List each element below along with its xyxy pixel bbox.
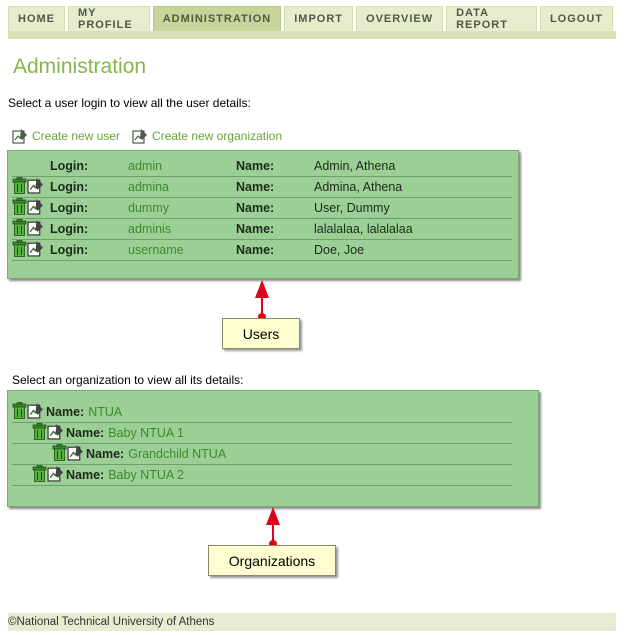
organization-row: [12, 465, 512, 486]
edit-icon[interactable]: [27, 198, 44, 218]
trash-icon[interactable]: [12, 219, 27, 239]
user-name-value: Admin, Athena: [314, 159, 396, 173]
create-user-link[interactable]: [12, 128, 120, 144]
organizations-panel: [7, 390, 539, 507]
trash-icon[interactable]: [12, 240, 27, 260]
user-login-link[interactable]: adminis: [128, 222, 172, 236]
trash-icon[interactable]: [12, 177, 27, 197]
tab-import[interactable]: IMPORT: [284, 6, 353, 31]
user-row: [12, 177, 512, 198]
name-label: Name:: [236, 243, 275, 257]
name-label: Name:: [66, 426, 105, 440]
edit-icon[interactable]: [27, 219, 44, 239]
edit-icon[interactable]: [67, 444, 84, 464]
create-user-label: Create new user: [32, 129, 121, 143]
tab-data-report[interactable]: DATA REPORT: [446, 6, 537, 31]
organizations-callout-arrow: [261, 505, 285, 549]
organization-row: [12, 444, 512, 465]
tab-home[interactable]: HOME: [8, 6, 65, 31]
row-actions: [12, 198, 50, 218]
row-actions: [12, 219, 50, 239]
name-label: Name:: [66, 468, 105, 482]
create-organization-link[interactable]: [132, 128, 282, 144]
user-row: [12, 240, 512, 261]
organization-row: [12, 423, 512, 444]
name-label: Name:: [236, 159, 275, 173]
organization-name-link[interactable]: Grandchild NTUA: [128, 447, 227, 461]
user-login-link[interactable]: username: [128, 243, 184, 257]
orgs-intro-text: Select an organization to view all its details:: [12, 373, 244, 387]
user-login-link[interactable]: dummy: [128, 201, 169, 215]
name-label: Name:: [236, 222, 275, 236]
name-label: Name:: [86, 447, 125, 461]
organization-name-link[interactable]: Baby NTUA 1: [108, 426, 184, 440]
organization-row: [12, 402, 512, 423]
login-label: Login:: [50, 222, 89, 236]
row-actions: [52, 444, 86, 464]
edit-icon[interactable]: [47, 465, 64, 485]
user-name-value: Doe, Joe: [314, 243, 365, 257]
edit-icon: [12, 128, 28, 144]
user-row: [12, 156, 512, 177]
row-actions: [12, 402, 46, 422]
trash-icon[interactable]: [32, 465, 47, 485]
create-organization-label: Create new organization: [152, 129, 283, 143]
edit-icon[interactable]: [27, 240, 44, 260]
row-actions: [32, 423, 66, 443]
footer: ©National Technical University of Athens: [8, 613, 616, 631]
edit-icon: [132, 128, 148, 144]
trash-icon[interactable]: [32, 423, 47, 443]
tab-my-profile[interactable]: MY PROFILE: [68, 6, 150, 31]
login-label: Login:: [50, 201, 89, 215]
edit-icon[interactable]: [27, 177, 44, 197]
login-label: Login:: [50, 180, 89, 194]
trash-icon[interactable]: [12, 402, 27, 422]
main-nav: [8, 6, 616, 38]
row-actions: [12, 240, 50, 260]
tab-logout[interactable]: LOGOUT: [540, 6, 613, 31]
edit-icon[interactable]: [27, 402, 44, 422]
tab-administration[interactable]: ADMINISTRATION: [153, 6, 282, 31]
login-label: Login:: [50, 159, 89, 173]
organization-name-link[interactable]: Baby NTUA 2: [108, 468, 184, 482]
user-name-value: User, Dummy: [314, 201, 390, 215]
page-title: Administration: [13, 55, 147, 78]
trash-icon[interactable]: [52, 444, 67, 464]
row-actions: [12, 177, 50, 197]
users-intro-text: Select a user login to view all the user details:: [8, 96, 251, 110]
tab-overview[interactable]: OVERVIEW: [356, 6, 443, 31]
nav-tabs: [8, 6, 616, 31]
users-callout: Users: [222, 318, 300, 349]
user-login-link[interactable]: admina: [128, 180, 169, 194]
trash-icon[interactable]: [12, 198, 27, 218]
user-row: [12, 198, 512, 219]
user-login-link[interactable]: admin: [128, 159, 163, 173]
users-panel: [7, 150, 519, 279]
organizations-callout: Organizations: [208, 545, 336, 576]
nav-underline: [8, 31, 616, 39]
create-links: [12, 128, 294, 144]
user-row: [12, 219, 512, 240]
edit-icon[interactable]: [47, 423, 64, 443]
organization-name-link[interactable]: NTUA: [88, 405, 123, 419]
users-callout-arrow: [250, 278, 274, 322]
name-label: Name:: [236, 180, 275, 194]
name-label: Name:: [46, 405, 85, 419]
user-name-value: lalalalaa, lalalalaa: [314, 222, 413, 236]
row-actions: [32, 465, 66, 485]
user-name-value: Admina, Athena: [314, 180, 403, 194]
name-label: Name:: [236, 201, 275, 215]
login-label: Login:: [50, 243, 89, 257]
